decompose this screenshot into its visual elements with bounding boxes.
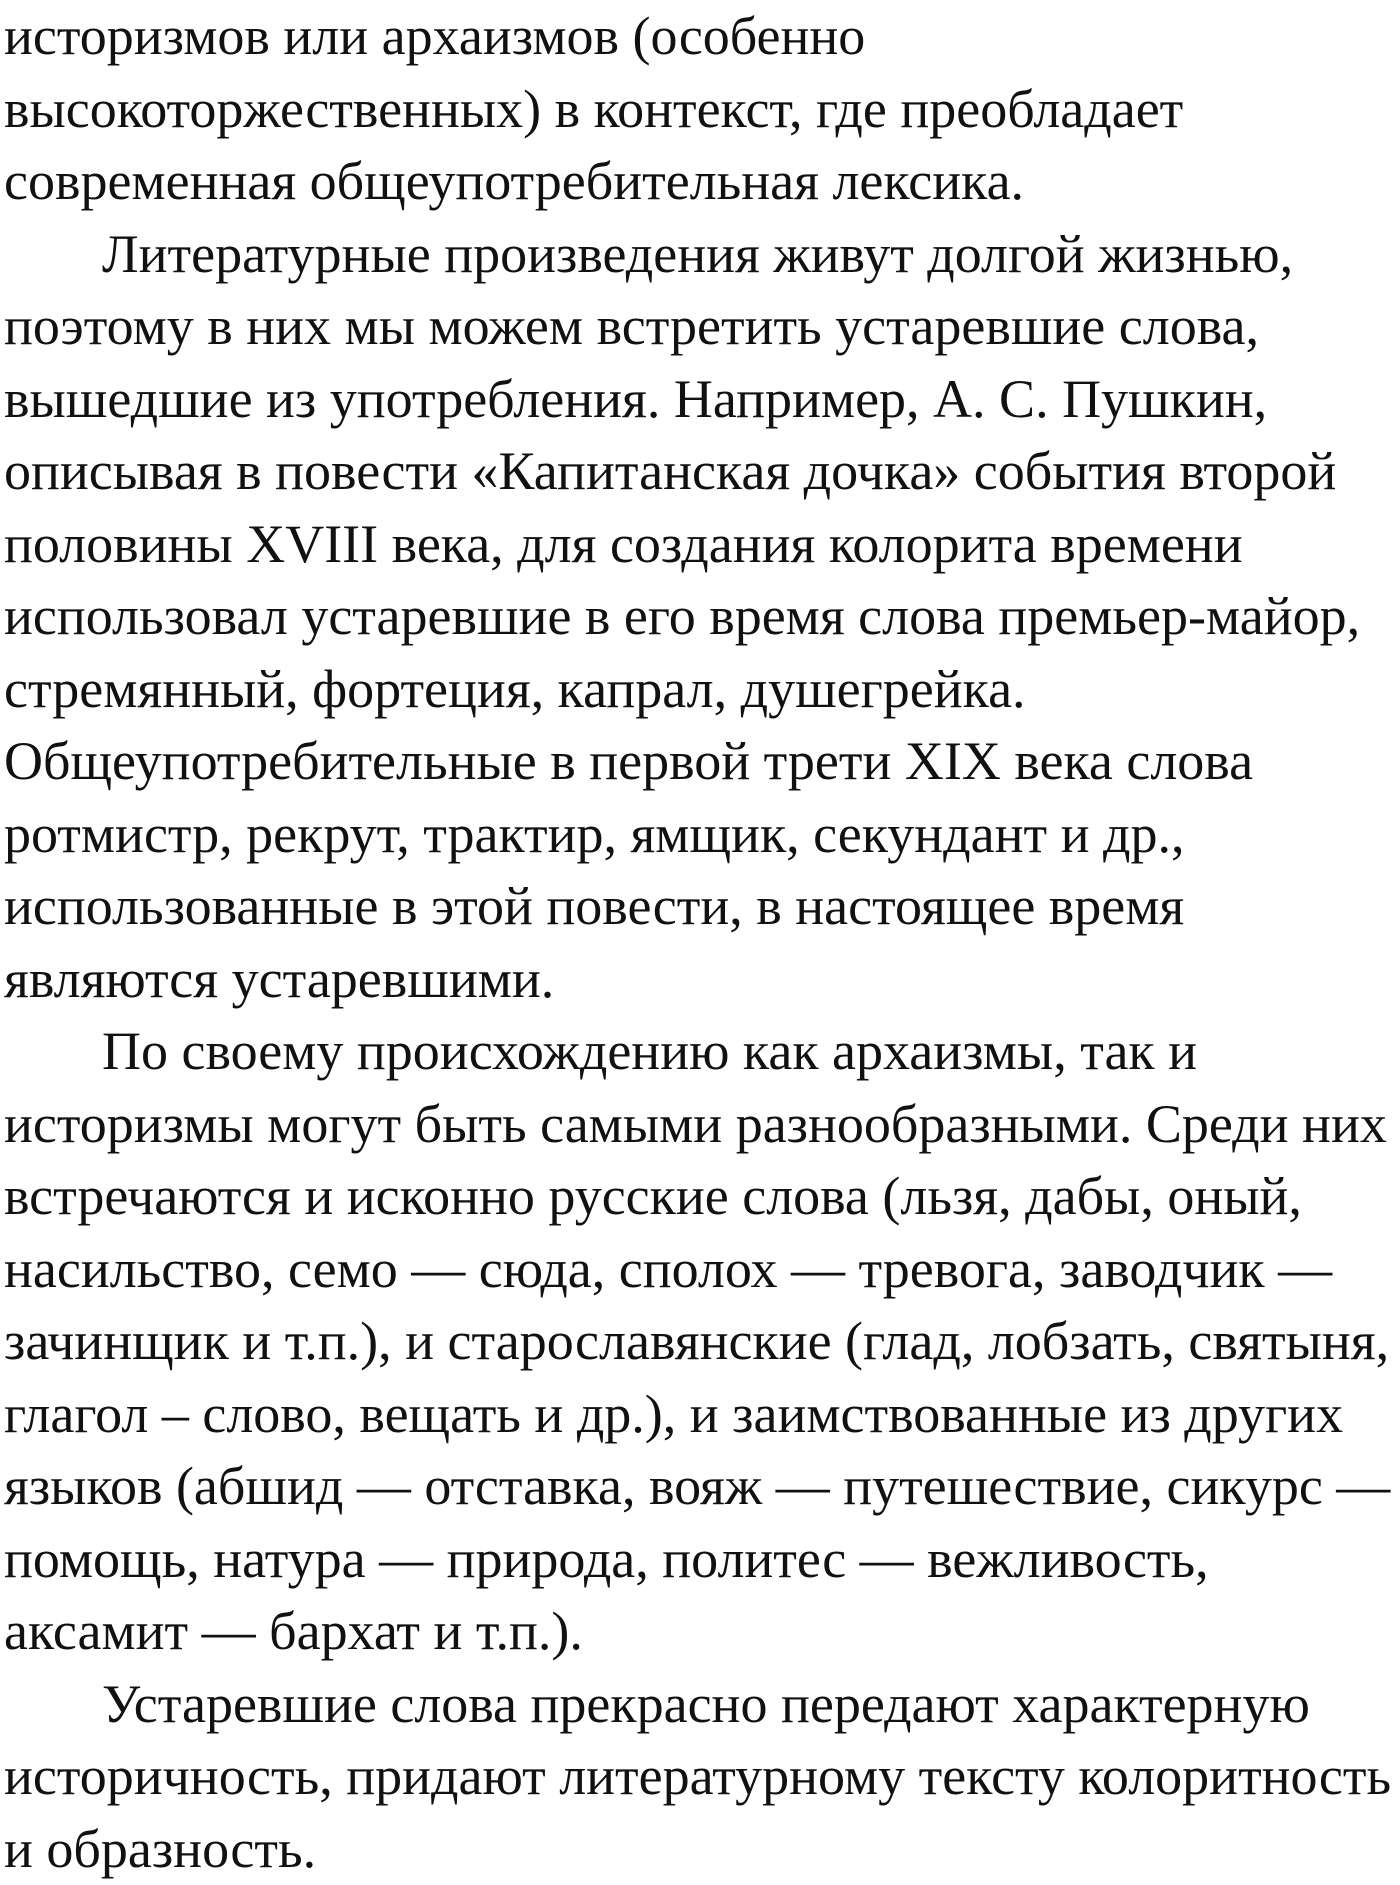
text-line: историзмы могут быть самыми разнообразными. Среди них — [4, 1088, 1400, 1161]
text-line: аксамит — бархат и т.п.). — [4, 1595, 1400, 1668]
paragraph-first-line: Литературные произведения живут долгой жизнью, — [4, 218, 1400, 291]
text-line: использовал устаревшие в его время слова премьер-майор, — [4, 580, 1400, 653]
text-line: историчность, придают литературному тексту колоритность — [4, 1740, 1400, 1813]
text-line: глагол – слово, вещать и др.), и заимствованные из других — [4, 1378, 1400, 1451]
text-line: поэтому в них мы можем встретить устаревшие слова, — [4, 290, 1400, 363]
text-line: использованные в этой повести, в настоящее время — [4, 870, 1400, 943]
text-line: половины XVIII века, для создания колорита времени — [4, 508, 1400, 581]
text-line: вышедшие из употребления. Например, А. С. Пушкин, — [4, 363, 1400, 436]
text-line: современная общеупотребительная лексика. — [4, 145, 1400, 218]
text-line: описывая в повести «Капитанская дочка» события второй — [4, 435, 1400, 508]
text-line: Общеупотребительные в первой трети XIX века слова — [4, 725, 1400, 798]
text-line: зачинщик и т.п.), и старославянские (глад, лобзать, святыня, — [4, 1305, 1400, 1378]
paragraph-first-line: Устаревшие слова прекрасно передают характерную — [4, 1668, 1400, 1741]
text-line: и образность. — [4, 1813, 1400, 1885]
paragraph-first-line: По своему происхождению как архаизмы, так и — [4, 1015, 1400, 1088]
text-line: языков (абшид — отставка, вояж — путешествие, сикурс — — [4, 1450, 1400, 1523]
text-line: насильство, семо — сюда, сполох — тревога, заводчик — — [4, 1233, 1400, 1306]
text-line: высокоторжественных) в контекст, где преобладает — [4, 73, 1400, 146]
text-line: являются устаревшими. — [4, 943, 1400, 1016]
text-line: историзмов или архаизмов (особенно — [4, 0, 1400, 73]
document-page — [4, 0, 1400, 1885]
text-line: помощь, натура — природа, политес — вежливость, — [4, 1523, 1400, 1596]
text-line: стремянный, фортеция, капрал, душегрейка. — [4, 653, 1400, 726]
text-line: ротмистр, рекрут, трактир, ямщик, секундант и др., — [4, 798, 1400, 871]
text-line: встречаются и исконно русские слова (льзя, дабы, оный, — [4, 1160, 1400, 1233]
